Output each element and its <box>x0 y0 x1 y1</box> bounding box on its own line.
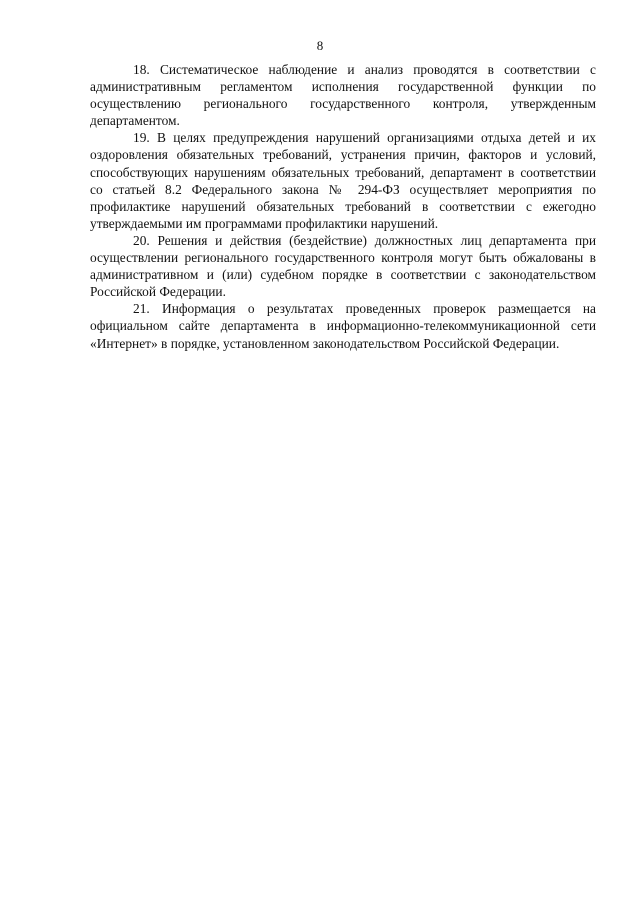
paragraph-21: 21. Информация о результатах проведенных проверок размещается на официальном сайте департамента в информационно-телекоммуникационной сети «Интернет» в порядке, установленном законодательством Российской Федерации. <box>90 301 596 351</box>
paragraph-20: 20. Решения и действия (бездействие) должностных лиц департамента при осуществлении регионального государственного контроля могут быть обжалованы в административном и (или) судебном порядке в соответствии с законодательством Российской Федерации. <box>90 232 596 300</box>
page-number: 8 <box>316 38 324 53</box>
document-body <box>90 61 596 352</box>
paragraph-18: 18. Систематическое наблюдение и анализ проводятся в соответствии с административным регламентом исполнения государственной функции по осуществлению регионального государственного контроля, утвержденным департаментом. <box>90 62 596 129</box>
paragraph-19: 19. В целях предупреждения нарушений организациями отдыха детей и их оздоровления обязательных требований, устранения причин, факторов и условий, способствующих нарушениям обязательных требований, департамент в соответствии со статьей 8.2 Федерального закона № 294-ФЗ осуществляет мероприятия по профилактике нарушений обязательных требований в соответствии с ежегодно утверждаемыми им программами профилактики нарушений. <box>90 130 596 231</box>
